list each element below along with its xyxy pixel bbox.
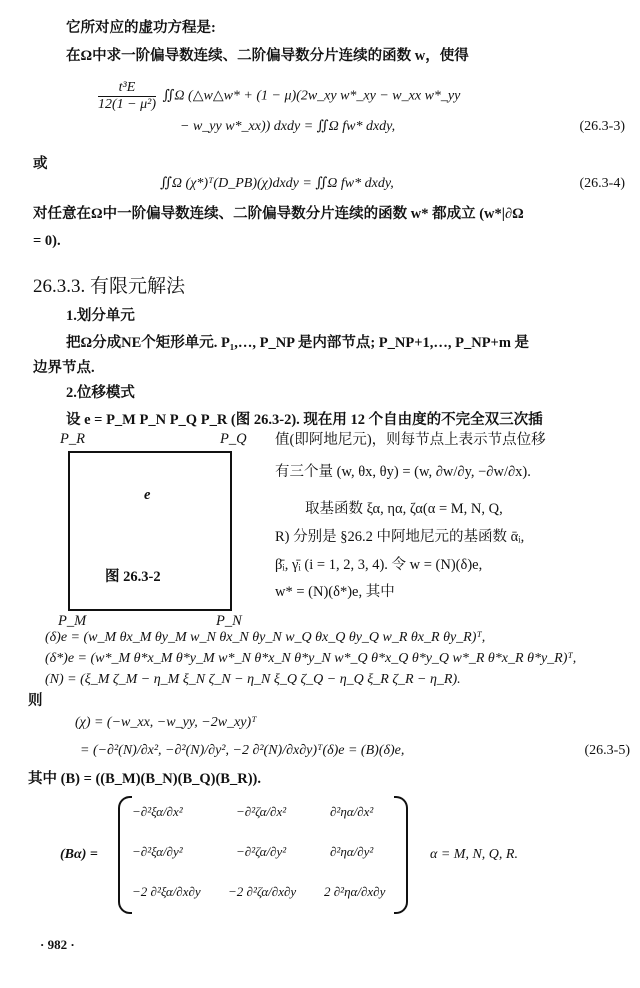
equation-text: = (−∂²(N)/∂x², −∂²(N)/∂y², −2 ∂²(N)/∂x∂y)ᵀ(δ)e = (B)(δ)e, bbox=[80, 743, 405, 758]
equation-text: ∬Ω (χ*)ᵀ(D_PB)(χ)dxdy = ∬Ω fw* dxdy, bbox=[160, 176, 394, 191]
matrix-cell: −∂²ξα/∂y² bbox=[132, 844, 183, 859]
text-line: 对任意在Ω中一阶偏导数连续、二阶偏导数分片连续的函数 w* 都成立 (w*|∂Ω bbox=[33, 206, 524, 222]
text-line: 把Ω分成NE个矩形单元. P₁,…, P_NP 是内部节点; P_NP+1,…, P_NP+m 是 bbox=[66, 335, 530, 351]
node-label: P_R bbox=[60, 431, 85, 447]
matrix-cell: −2 ∂²ζα/∂x∂y bbox=[228, 884, 297, 899]
equation-26-3-3-line1 bbox=[95, 80, 460, 113]
equation-line: (N) = (ξ_M ζ_M − η_M ξ_N ζ_N − η_N ξ_Q ζ_Q − η_Q ξ_R ζ_R − η_R). bbox=[45, 672, 461, 687]
equation-tag: (26.3-3) bbox=[579, 119, 625, 134]
equation-line: (δ)e = (w_M θx_M θy_M w_N θx_N θy_N w_Q θx_Q θy_Q w_R θx_R θy_R)ᵀ, bbox=[45, 630, 486, 645]
right-paren bbox=[394, 796, 408, 914]
subheading: 1.划分单元 bbox=[66, 308, 135, 324]
text-line: 边界节点. bbox=[33, 360, 95, 376]
fraction bbox=[98, 80, 156, 113]
text-line: 在Ω中求一阶偏导数连续、二阶偏导数分片连续的函数 w，使得 bbox=[66, 48, 469, 64]
text-line: 设 e = P_M P_N P_Q P_R (图 26.3-2). 现在用 12 个自由度的不完全双三次插 bbox=[66, 412, 543, 428]
text-line: β̄ᵢ, γ̄ᵢ (i = 1, 2, 3, 4). 令 w = (N)(δ)e, bbox=[275, 557, 483, 573]
equation-text: ∬Ω (△w△w* + (1 − μ)(2w_xy w*_xy − w_xx w*_yy bbox=[162, 88, 461, 104]
matrix-label: (Bα) = bbox=[60, 847, 98, 862]
matrix-cell: ∂²ηα/∂y² bbox=[330, 844, 374, 859]
equation-line: α = M, N, Q, R. bbox=[430, 847, 518, 862]
text-line: w* = (N)(δ*)e, 其中 bbox=[275, 584, 395, 600]
equation-tag: (26.3-5) bbox=[584, 743, 630, 758]
matrix-cell: 2 ∂²ηα/∂x∂y bbox=[324, 884, 386, 899]
text-line: 值(即阿地尼元)，则每节点上表示节点位移 bbox=[275, 432, 546, 448]
equation-tag: (26.3-4) bbox=[579, 176, 625, 191]
text-line: 它所对应的虚功方程是: bbox=[66, 20, 216, 36]
figure-caption: 图 26.3-2 bbox=[105, 569, 161, 585]
equation-26-3-4 bbox=[160, 175, 625, 193]
matrix-B-alpha bbox=[118, 796, 408, 916]
equation-26-3-5 bbox=[80, 742, 630, 760]
equation-line: (δ*)e = (w*_M θ*x_M θ*y_M w*_N θ*x_N θ*y_N w*_Q θ*x_Q θ*y_Q w*_R θ*x_R θ*y_R)ᵀ, bbox=[45, 651, 577, 666]
matrix-cell: −2 ∂²ξα/∂x∂y bbox=[132, 884, 201, 899]
equation-line: (χ) = (−w_xx, −w_yy, −2w_xy)ᵀ bbox=[75, 715, 257, 730]
element-rectangle bbox=[68, 451, 232, 611]
numerator: t³E bbox=[98, 80, 156, 97]
text-line: 或 bbox=[33, 156, 48, 172]
left-paren bbox=[118, 796, 132, 914]
element-label: e bbox=[144, 487, 151, 503]
page-number: · 982 · bbox=[40, 937, 75, 952]
matrix-cell: −∂²ξα/∂x² bbox=[132, 804, 183, 819]
equation-text: − w_yy w*_xx)) dxdy = ∬Ω fw* dxdy, bbox=[180, 119, 396, 134]
matrix-cell: ∂²ηα/∂x² bbox=[330, 804, 374, 819]
text-line: 取基函数 ξα, ηα, ζα(α = M, N, Q, bbox=[305, 501, 503, 517]
subheading: 2.位移模式 bbox=[66, 385, 135, 401]
text-line: 其中 (B) = ((B_M)(B_N)(B_Q)(B_R)). bbox=[28, 771, 261, 787]
text-line: = 0). bbox=[33, 233, 61, 249]
equation-26-3-3-line2 bbox=[180, 118, 625, 136]
text-line: 有三个量 (w, θx, θy) = (w, ∂w/∂y, −∂w/∂x). bbox=[275, 464, 531, 480]
section-heading: 26.3.3. 有限元解法 bbox=[33, 276, 186, 297]
matrix-cell: −∂²ζα/∂x² bbox=[236, 804, 287, 819]
denominator: 12(1 − μ²) bbox=[98, 97, 156, 112]
node-label: P_M bbox=[58, 613, 87, 629]
node-label: P_Q bbox=[220, 431, 247, 447]
node-label: P_N bbox=[216, 613, 242, 629]
matrix-cell: −∂²ζα/∂y² bbox=[236, 844, 287, 859]
text-line: 则 bbox=[28, 693, 43, 709]
text-line: R) 分别是 §26.2 中阿地尼元的基函数 ᾱᵢ, bbox=[275, 529, 525, 545]
